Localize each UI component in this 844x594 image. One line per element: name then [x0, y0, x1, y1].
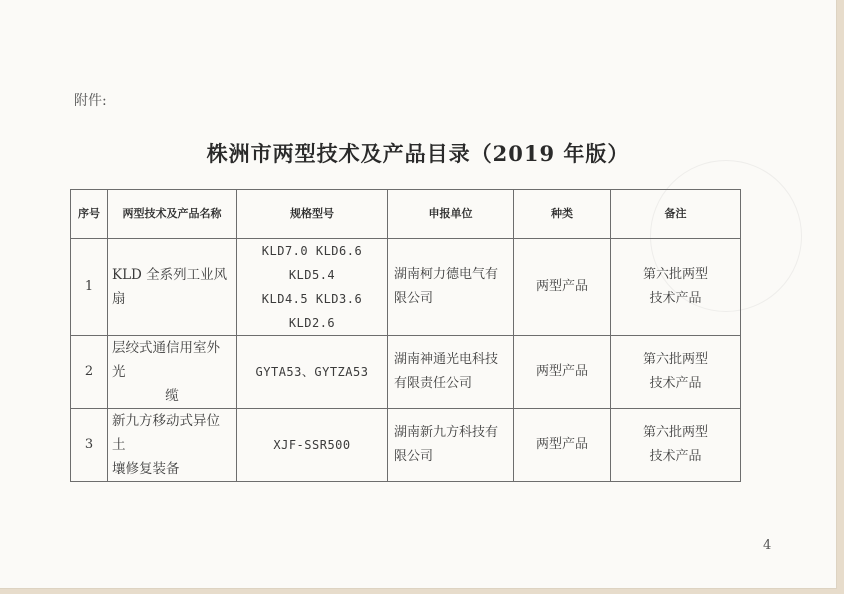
spec-line: KLD2.6	[288, 316, 336, 330]
product-name: KLD 全系列工业风扇	[108, 239, 237, 336]
note-line: 第六批两型	[642, 352, 708, 367]
type-cell: 两型产品	[514, 336, 611, 409]
header-unit: 申报单位	[388, 190, 514, 239]
note-line: 技术产品	[649, 291, 702, 306]
name-line: 层绞式通信用室外光	[112, 340, 220, 380]
note-line: 第六批两型	[642, 425, 708, 440]
note-cell	[611, 239, 741, 336]
table-row	[71, 336, 741, 409]
header-spec: 规格型号	[237, 190, 388, 239]
attachment-label: 附件:	[74, 93, 107, 109]
spec-line: KLD7.0 KLD6.6 KLD5.4	[261, 244, 363, 282]
table-row	[71, 239, 741, 336]
name-line: 缆	[165, 388, 179, 404]
unit-line: 湖南新九方科技有	[394, 425, 499, 440]
note-line: 第六批两型	[642, 267, 708, 282]
table-header-row	[71, 190, 741, 239]
product-name	[108, 336, 237, 409]
header-type: 种类	[514, 190, 611, 239]
spec-line: GYTA53、GYTZA53	[255, 365, 369, 379]
row-number: 3	[71, 409, 108, 482]
product-catalog-table	[70, 189, 741, 482]
product-name	[108, 409, 237, 482]
unit-line: 限公司	[394, 449, 434, 464]
spec-cell	[237, 336, 388, 409]
document-title: 株洲市两型技术及产品目录（2019 年版）	[206, 141, 630, 166]
spec-cell	[237, 239, 388, 336]
row-number: 2	[71, 336, 108, 409]
spec-line: KLD4.5 KLD3.6	[261, 292, 363, 306]
spec-line: XJF-SSR500	[273, 438, 351, 452]
name-line: 新九方移动式异位土	[112, 413, 220, 453]
note-line: 技术产品	[649, 376, 702, 391]
note-cell	[611, 409, 741, 482]
unit-line: 限公司	[394, 291, 434, 306]
spec-cell	[237, 409, 388, 482]
note-cell	[611, 336, 741, 409]
header-no: 序号	[71, 190, 108, 239]
note-line: 技术产品	[649, 449, 702, 464]
unit-line: 湖南柯力德电气有	[394, 267, 499, 282]
type-cell: 两型产品	[514, 239, 611, 336]
unit-cell	[388, 409, 514, 482]
unit-cell	[388, 239, 514, 336]
header-note: 备注	[611, 190, 741, 239]
name-line: 壤修复装备	[112, 461, 180, 477]
page-number: 4	[763, 538, 772, 553]
row-number: 1	[71, 239, 108, 336]
unit-cell	[388, 336, 514, 409]
type-cell: 两型产品	[514, 409, 611, 482]
header-name: 两型技术及产品名称	[108, 190, 237, 239]
unit-line: 湖南神通光电科技	[394, 352, 499, 367]
table-row	[71, 409, 741, 482]
unit-line: 有限责任公司	[394, 376, 473, 391]
